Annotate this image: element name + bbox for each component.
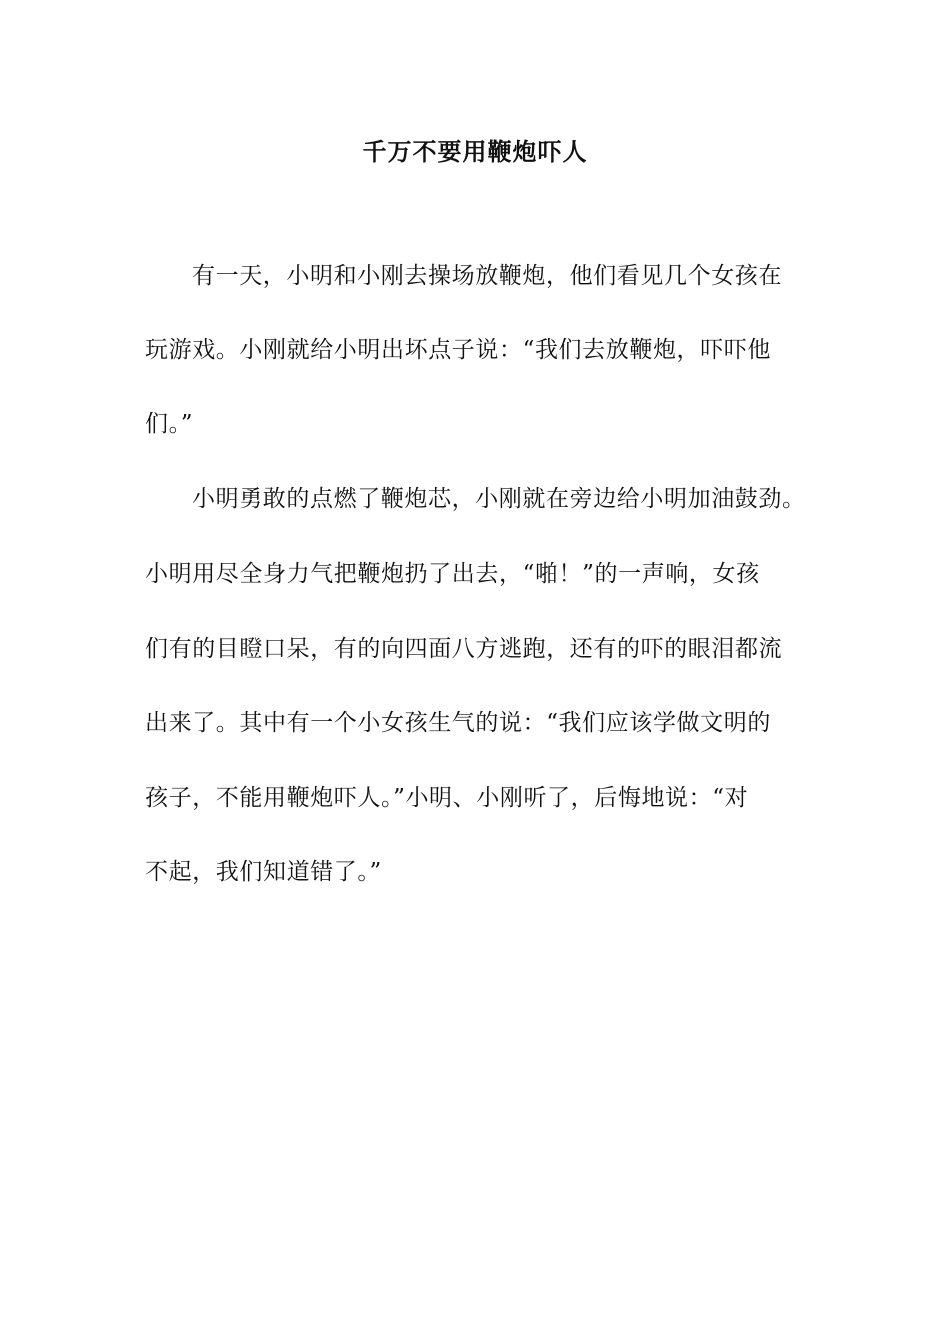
- paragraph-line: 玩游戏。小刚就给小明出坏点子说：“我们去放鞭炮，吓吓他: [145, 337, 771, 363]
- paragraph-line: 出来了。其中有一个小女孩生气的说：“我们应该学做文明的: [145, 710, 771, 736]
- paragraph-line: 们。”: [145, 411, 194, 437]
- paragraph-line: 小明勇敢的点燃了鞭炮芯，小刚就在旁边给小明加油鼓劲。: [192, 486, 806, 512]
- paragraph-line: 们有的目瞪口呆，有的向四面八方逃跑，还有的吓的眼泪都流: [145, 636, 783, 662]
- paragraph-line: 有一天，小明和小刚去操场放鞭炮，他们看见几个女孩在: [192, 263, 782, 289]
- paragraph-line: 小明用尽全身力气把鞭炮扔了出去，“啪！”的一声响，女孩: [145, 561, 760, 587]
- paragraph-line: 不起，我们知道错了。”: [145, 859, 382, 885]
- document-title: 千万不要用鞭炮吓人: [362, 137, 588, 166]
- paragraph-line: 孩子，不能用鞭炮吓人。”小明、小刚听了，后悔地说：“对: [145, 785, 749, 811]
